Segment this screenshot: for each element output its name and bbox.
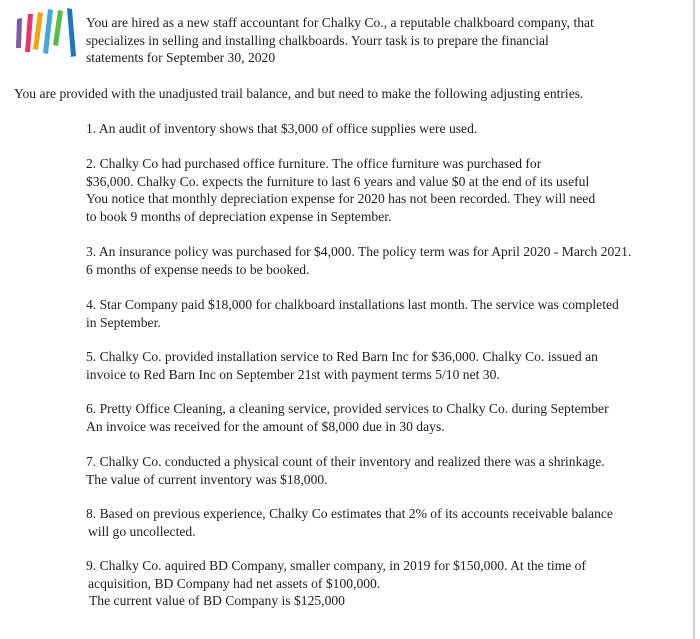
- adjusting-entry-6: [86, 400, 646, 435]
- entry-3-line-1: 3. An insurance policy was purchased for $4,000. The policy term was for April 2020 - March 2021.: [86, 244, 632, 259]
- adjusting-entry-7: [86, 453, 646, 488]
- entry-3-line-2: 6 months of expense needs to be booked.: [86, 261, 310, 277]
- adjusting-entry-1: [86, 120, 646, 138]
- intro-line-2: specializes in selling and installing chalkboards. Yourr task is to prepare the financial: [86, 32, 549, 48]
- entry-9-line-3: The current value of BD Company is $125,000: [89, 593, 345, 608]
- entry-6-line-2: An invoice was received for the amount of $8,000 due in 30 days.: [86, 418, 445, 434]
- entry-7-line-1: 7. Chalky Co. conducted a physical count of their inventory and realized there was a shrinkage.: [86, 454, 605, 469]
- entry-2-line-2: $36,000. Chalky Co. expects the furniture to last 6 years and value $0 at the end of its useful: [86, 173, 590, 189]
- adjusting-entry-4: [86, 296, 646, 331]
- chalk-stick-purple: [16, 18, 22, 48]
- adjusting-entry-9: [86, 557, 646, 610]
- entry-6-line-1: 6. Pretty Office Cleaning, a cleaning service, provided services to Chalky Co. during September: [86, 401, 609, 416]
- entry-5-line-1: 5. Chalky Co. provided installation service to Red Barn Inc for $36,000. Chalky Co. issued an: [86, 349, 598, 364]
- entry-2-line-3: You notice that monthly depreciation expense for 2020 has not been recorded. They will need: [86, 191, 596, 206]
- entry-9-line-2: acquisition, BD Company had net assets of $100,000.: [88, 575, 381, 591]
- chalk-stick-blue: [43, 9, 53, 54]
- chalk-stick-pink: [25, 14, 33, 52]
- chalk-stick-green: [53, 10, 63, 46]
- chalk-stick-darkblue: [67, 8, 76, 57]
- intro-paragraph: [86, 14, 626, 67]
- entry-7-line-2: The value of current inventory was $18,000.: [86, 471, 328, 487]
- adjusting-entry-8: [86, 505, 646, 540]
- intro-line-1: You are hired as a new staff accountant for Chalky Co., a reputable chalkboard company, that: [86, 15, 594, 30]
- entry-9-line-1: 9. Chalky Co. aquired BD Company, smaller company, in 2019 for $150,000. At the time of: [86, 558, 587, 573]
- entry-1-line-1: 1. An audit of inventory shows that $3,000 of office supplies were used.: [86, 121, 478, 136]
- provided-statement: You are provided with the unadjusted trail balance, and but need to make the following adjusting entries.: [14, 86, 584, 101]
- entry-4-line-2: in September.: [86, 314, 161, 330]
- adjusting-entry-2: [86, 155, 646, 225]
- adjusting-entry-5: [86, 348, 646, 383]
- page-edge: [693, 0, 695, 639]
- entry-2-line-1: 2. Chalky Co had purchased office furniture. The office furniture was purchased for: [86, 156, 542, 171]
- entry-5-line-2: invoice to Red Barn Inc on September 21st with payment terms 5/10 net 30.: [86, 366, 500, 382]
- entry-8-line-2: will go uncollected.: [88, 523, 196, 539]
- adjusting-entry-3: [86, 243, 646, 278]
- intro-line-3: statements for September 30, 2020: [86, 50, 276, 65]
- chalk-sticks-logo: [14, 6, 80, 60]
- entry-4-line-1: 4. Star Company paid $18,000 for chalkboard installations last month. The service was completed: [86, 297, 619, 312]
- entry-2-line-4: to book 9 months of depreciation expense in September.: [86, 208, 392, 224]
- chalk-stick-orange: [33, 12, 43, 50]
- entry-8-line-1: 8. Based on previous experience, Chalky Co estimates that 2% of its accounts receivable balance: [86, 506, 613, 521]
